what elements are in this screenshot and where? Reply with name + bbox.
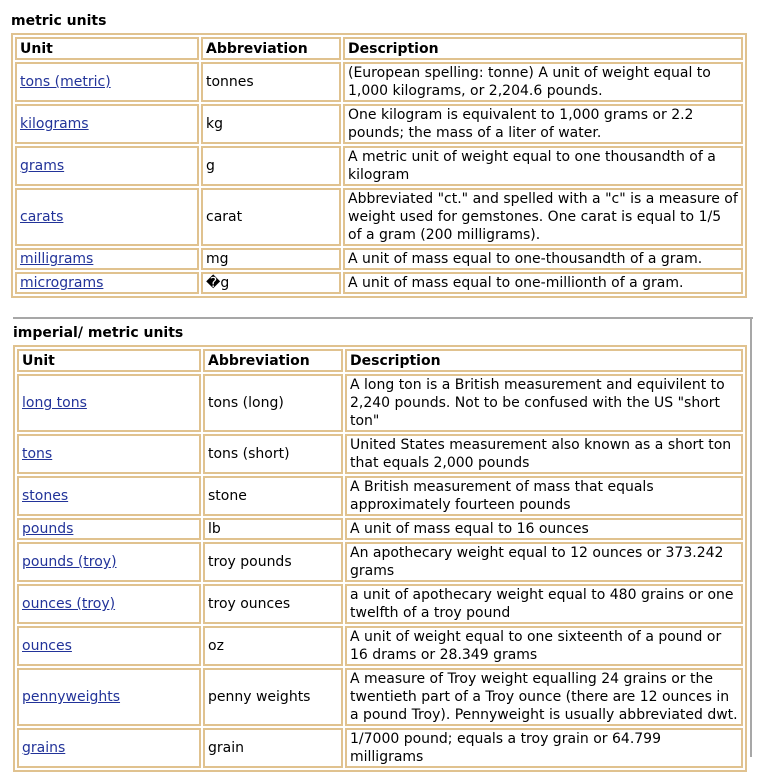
table-header-row [15, 37, 743, 60]
table-row [15, 272, 743, 294]
unit-link[interactable]: micrograms [20, 275, 104, 291]
unit-link[interactable]: tons (metric) [20, 74, 111, 90]
description-cell: a unit of apothecary weight equal to 480 grains or one twelfth of a troy pound [345, 584, 743, 624]
header-description: Description [343, 37, 743, 60]
table-row [17, 728, 743, 768]
unit-link[interactable]: milligrams [20, 251, 94, 267]
unit-cell [17, 668, 201, 726]
imperial-rows [17, 374, 743, 768]
table-row [17, 518, 743, 540]
abbreviation-cell: grain [203, 728, 343, 768]
abbreviation-cell: kg [201, 104, 341, 144]
unit-link[interactable]: tons [22, 446, 53, 462]
unit-cell [17, 542, 201, 582]
section-divider [13, 317, 753, 319]
abbreviation-cell: troy pounds [203, 542, 343, 582]
abbreviation-cell: g [201, 146, 341, 186]
abbreviation-cell: oz [203, 626, 343, 666]
unit-cell [15, 188, 199, 246]
description-cell: A measure of Troy weight equalling 24 grains or the twentieth part of a Troy ounce (there are 12 ounces in a pound Troy). Pennyweight is usually abbreviated dwt. [345, 668, 743, 726]
description-cell: A unit of mass equal to one-thousandth of a gram. [343, 248, 743, 270]
table-row [15, 146, 743, 186]
description-cell: United States measurement also known as a short ton that equals 2,000 pounds [345, 434, 743, 474]
description-cell: 1/7000 pound; equals a troy grain or 64.799 milligrams [345, 728, 743, 768]
abbreviation-cell: penny weights [203, 668, 343, 726]
table-row [17, 434, 743, 474]
imperial-units-table [13, 345, 747, 772]
header-unit: Unit [15, 37, 199, 60]
table-row [17, 668, 743, 726]
unit-link[interactable]: grams [20, 158, 65, 174]
table-row [17, 584, 743, 624]
unit-link[interactable]: pounds [22, 521, 74, 537]
description-cell: A unit of mass equal to 16 ounces [345, 518, 743, 540]
abbreviation-cell: tons (long) [203, 374, 343, 432]
unit-link[interactable]: ounces (troy) [22, 596, 116, 612]
metric-units-title: metric units [11, 13, 107, 29]
unit-cell [15, 62, 199, 102]
description-cell: A long ton is a British measurement and equivilent to 2,240 pounds. Not to be confused with the US "short ton" [345, 374, 743, 432]
unit-cell [17, 584, 201, 624]
header-unit: Unit [17, 349, 201, 372]
unit-cell [17, 728, 201, 768]
unit-cell [17, 374, 201, 432]
unit-link[interactable]: pounds (troy) [22, 554, 117, 570]
unit-link[interactable]: long tons [22, 395, 87, 411]
description-cell: A metric unit of weight equal to one thousandth of a kilogram [343, 146, 743, 186]
unit-cell [15, 146, 199, 186]
table-header-row [17, 349, 743, 372]
unit-cell [17, 518, 201, 540]
unit-cell [17, 476, 201, 516]
unit-cell [15, 272, 199, 294]
imperial-metric-units-section [13, 317, 753, 772]
abbreviation-cell: carat [201, 188, 341, 246]
unit-link[interactable]: carats [20, 209, 64, 225]
table-row [17, 476, 743, 516]
abbreviation-cell: tonnes [201, 62, 341, 102]
unit-link[interactable]: ounces [22, 638, 72, 654]
unit-cell [17, 626, 201, 666]
unit-link[interactable]: stones [22, 488, 69, 504]
description-cell: An apothecary weight equal to 12 ounces or 373.242 grams [345, 542, 743, 582]
metric-units-table [11, 33, 747, 298]
metric-rows [15, 62, 743, 294]
imperial-units-title: imperial/ metric units [13, 325, 184, 341]
table-row [17, 626, 743, 666]
header-abbreviation: Abbreviation [203, 349, 343, 372]
table-row [15, 188, 743, 246]
abbreviation-cell: stone [203, 476, 343, 516]
unit-link[interactable]: pennyweights [22, 689, 121, 705]
metric-units-section [11, 11, 749, 298]
header-abbreviation: Abbreviation [201, 37, 341, 60]
table-row [17, 542, 743, 582]
description-cell: One kilogram is equivalent to 1,000 grams or 2.2 pounds; the mass of a liter of water. [343, 104, 743, 144]
unit-cell [17, 434, 201, 474]
abbreviation-cell: troy ounces [203, 584, 343, 624]
unit-link[interactable]: kilograms [20, 116, 89, 132]
abbreviation-cell: �g [201, 272, 341, 294]
abbreviation-cell: mg [201, 248, 341, 270]
unit-link[interactable]: grains [22, 740, 66, 756]
table-row [15, 248, 743, 270]
header-description: Description [345, 349, 743, 372]
table-row [15, 104, 743, 144]
table-row [15, 62, 743, 102]
section-side-border [750, 317, 752, 757]
description-cell: A unit of weight equal to one sixteenth of a pound or 16 drams or 28.349 grams [345, 626, 743, 666]
unit-cell [15, 104, 199, 144]
unit-cell [15, 248, 199, 270]
abbreviation-cell: lb [203, 518, 343, 540]
table-row [17, 374, 743, 432]
description-cell: Abbreviated "ct." and spelled with a "c" is a measure of weight used for gemstones. One carat is equal to 1/5 of a gram (200 milligrams). [343, 188, 743, 246]
description-cell: A British measurement of mass that equals approximately fourteen pounds [345, 476, 743, 516]
abbreviation-cell: tons (short) [203, 434, 343, 474]
description-cell: (European spelling: tonne) A unit of weight equal to 1,000 kilograms, or 2,204.6 pounds. [343, 62, 743, 102]
description-cell: A unit of mass equal to one-millionth of a gram. [343, 272, 743, 294]
